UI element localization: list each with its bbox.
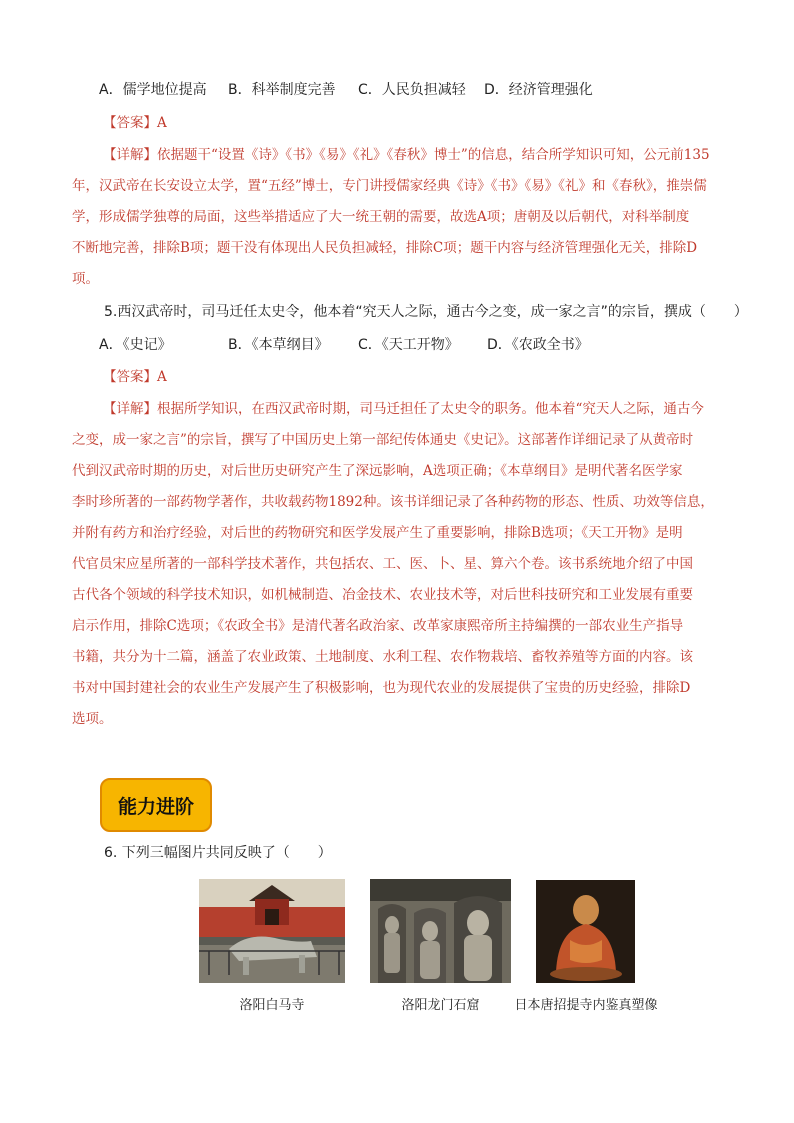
q4-answer xyxy=(103,113,167,133)
q4-detail-line: 【详解】依据题干“设置《诗》《书》《易》《礼》《春秋》博士”的信息，结合所学知识可知，公元前135 xyxy=(103,147,710,163)
photo-caption: 洛阳白马寺 xyxy=(239,998,305,1013)
q5-detail-line: 并附有药方和治疗经验，对后世的药物研究和医学发展产生了重要影响，排除B选项；《天工开物》是明 xyxy=(72,525,683,541)
answer-value: A xyxy=(157,115,167,131)
q5-stem: 5.西汉武帝时，司马迁任太史令，他本着“究天人之际，通古今之变，成一家之言”的宗旨，撰成（ ） xyxy=(104,304,748,320)
answer-value: A xyxy=(157,369,167,385)
q5-detail-line: 李时珍所著的一部药物学著作，共收载药物1892种。该书详细记录了各种药物的形态、性质、功效等信息， xyxy=(72,494,714,510)
detail-label: 【详解】 xyxy=(103,401,157,417)
q5-detail-line: 古代各个领域的科学技术知识，如机械制造、冶金技术、农业技术等，对后世科技研究和工业发展有重要 xyxy=(72,587,693,603)
photo-jianzhen-statue xyxy=(536,880,635,983)
photo-caption: 日本唐招提寺内鉴真塑像 xyxy=(514,998,658,1013)
q6-stem: 6. 下列三幅图片共同反映了（ ） xyxy=(104,845,332,861)
q5-detail-line: 书对中国封建社会的农业生产发展产生了积极影响，也为现代农业的发展提供了宝贵的历史经验，排除D xyxy=(72,680,691,696)
q4-detail-line: 项。 xyxy=(72,271,99,287)
q4-option-b: B．科举制度完善 xyxy=(228,82,336,98)
photo-baima-temple xyxy=(199,879,345,983)
q5-option-d: D．《农政全书》 xyxy=(487,337,589,353)
q5-detail-line: 【详解】根据所学知识，在西汉武帝时期，司马迁担任了太史令的职务。他本着“究天人之际，通古今 xyxy=(103,401,704,417)
q5-detail-line: 书籍，共分为十二篇，涵盖了农业政策、土地制度、水利工程、农作物栽培、畜牧养殖等方面的内容。该 xyxy=(72,649,693,665)
detail-label: 【详解】 xyxy=(103,147,157,163)
q4-detail-line: 学，形成儒学独尊的局面，这些举措适应了大一统王朝的需要，故选A项；唐朝及以后朝代，对科举制度 xyxy=(72,209,690,225)
q4-option-c: C．人民负担减轻 xyxy=(358,82,466,98)
q5-detail-line: 代到汉武帝时期的历史，对后世历史研究产生了深远影响，A选项正确；《本草纲目》是明代著名医学家 xyxy=(72,463,683,479)
q4-detail-line: 不断地完善，排除B项；题干没有体现出人民负担减轻，排除C项；题干内容与经济管理强化无关，排除D xyxy=(72,240,698,256)
q5-detail-line: 选项。 xyxy=(72,711,113,727)
q5-option-a: A．《史记》 xyxy=(99,337,172,353)
answer-label: 【答案】 xyxy=(103,115,157,131)
q4-option-a: A．儒学地位提高 xyxy=(99,82,207,98)
photo-longmen-grottoes xyxy=(370,879,511,983)
q5-detail-line: 启示作用，排除C选项；《农政全书》是清代著名政治家、改革家康熙帝所主持编撰的一部农业生产指导 xyxy=(72,618,684,634)
q5-option-c: C．《天工开物》 xyxy=(358,337,459,353)
photo-caption: 洛阳龙门石窟 xyxy=(401,998,480,1013)
section-badge: 能力进阶 xyxy=(100,778,212,832)
q5-answer xyxy=(103,367,167,387)
q4-option-d: D．经济管理强化 xyxy=(484,82,593,98)
q5-detail-line: 之变，成一家之言”的宗旨，撰写了中国历史上第一部纪传体通史《史记》。这部著作详细记录了从黄帝时 xyxy=(72,432,694,448)
q5-option-b: B．《本草纲目》 xyxy=(228,337,329,353)
q4-detail-line: 年，汉武帝在长安设立太学，置“五经”博士，专门讲授儒家经典《诗》《书》《易》《礼》和《春秋》，推崇儒 xyxy=(72,178,707,194)
q5-detail-line: 代官员宋应星所著的一部科学技术著作，共包括农、工、医、卜、星、算六个卷。该书系统地介绍了中国 xyxy=(72,556,693,572)
answer-label: 【答案】 xyxy=(103,369,157,385)
